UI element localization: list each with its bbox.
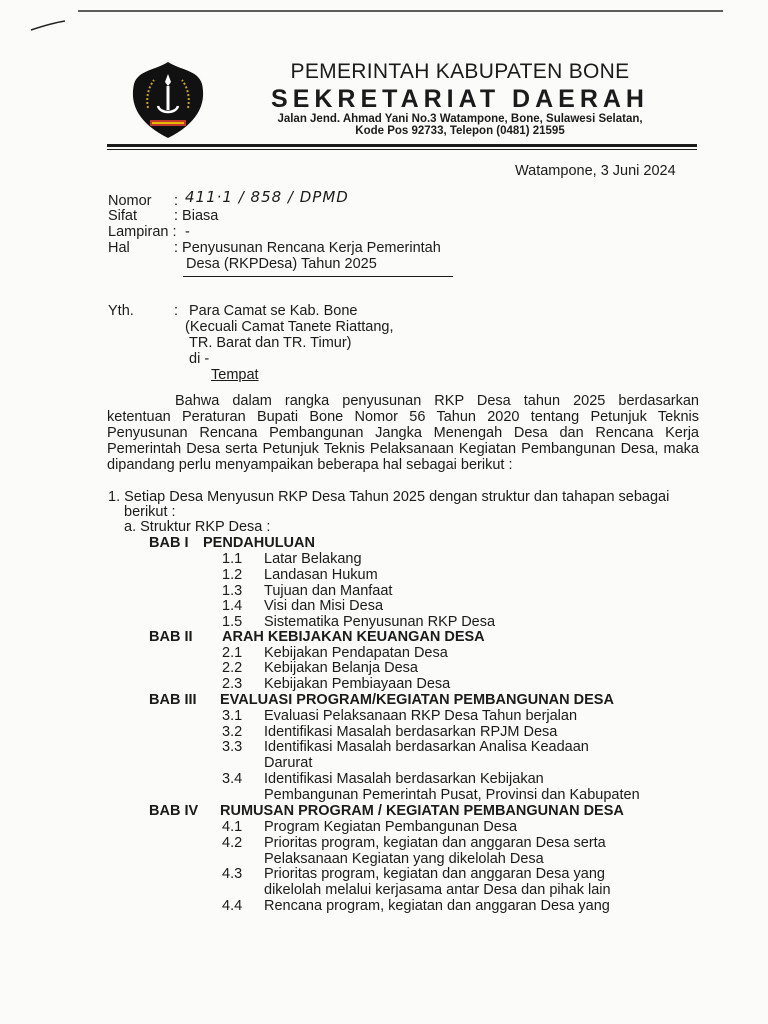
recipient-line3: TR. Barat dan TR. Timur) (189, 335, 352, 351)
chapter-code: BAB IV (149, 803, 199, 819)
chapter-title: EVALUASI PROGRAM/KEGIATAN PEMBANGUNAN DESA (220, 692, 614, 708)
item-text-continuation: dikelolah melalui kerjasama antar Desa dan pihak lain (264, 882, 611, 898)
item-number: 1.4 (222, 598, 243, 614)
bone-regency-emblem-icon (130, 60, 206, 140)
recipient-place: Tempat (211, 367, 259, 383)
nomor-label: Nomor (108, 193, 152, 209)
pen-mark-icon (30, 18, 66, 32)
item-number: 4.3 (222, 866, 243, 882)
chapter-code: BAB II (149, 629, 193, 645)
office-postal-phone: Kode Pos 92733, Telepon (0481) 21595 (355, 125, 565, 137)
item-text-continuation: Pelaksanaan Kegiatan yang dikelolah Desa (264, 851, 544, 867)
item-text: Rencana program, kegiatan dan anggaran Desa yang (264, 898, 610, 914)
item-number: 2.3 (222, 676, 243, 692)
item-number: 3.3 (222, 739, 243, 755)
paragraph-line-3-text: Penyusunan Rencana Pembangunan Jangka Menengah Desa dan Rencana Kerja (107, 425, 699, 441)
hal-value-line1: : Penyusunan Rencana Kerja Pemerintah (174, 240, 441, 256)
item-number: 4.2 (222, 835, 243, 851)
scan-top-line (78, 10, 723, 12)
nomor-value: 411·1 / 858 / DPMD (185, 188, 349, 206)
recipient-line1: Para Camat se Kab. Bone (189, 303, 358, 319)
item-text: Prioritas program, kegiatan dan anggaran Desa serta (264, 835, 606, 851)
item-text-continuation: Darurat (264, 755, 313, 771)
paragraph-line-2 (107, 409, 699, 425)
point-1-line1: 1. Setiap Desa Menyusun RKP Desa Tahun 2025 dengan struktur dan tahapan sebagai (108, 489, 670, 505)
nomor-separator: : (174, 193, 179, 209)
item-text: Visi dan Misi Desa (264, 598, 384, 614)
sifat-value: : Biasa (174, 208, 219, 224)
item-text: Program Kegiatan Pembangunan Desa (264, 819, 518, 835)
hal-underline (183, 276, 453, 277)
chapter-title: PENDAHULUAN (203, 535, 315, 551)
item-number: 4.1 (222, 819, 243, 835)
recipient-label: Yth. (108, 303, 134, 319)
paragraph-line-2-text: ketentuan Peraturan Bupati Bone Nomor 56 Tahun 2020 tentang Petunjuk Teknis (107, 409, 699, 425)
paragraph-line-4-text: Pemerintah Desa serta Petunjuk Teknis Pelaksanaan Kegiatan Pembangunan Desa, maka (107, 441, 699, 457)
letterhead-rule-thin (107, 149, 697, 150)
item-text: Kebijakan Pendapatan Desa (264, 645, 448, 661)
government-name: PEMERINTAH KABUPATEN BONE (290, 60, 630, 83)
paragraph-line-5-text: dipandang perlu menyampaikan beberapa hal sebagai berikut : (107, 457, 513, 473)
item-text: Kebijakan Belanja Desa (264, 660, 418, 676)
item-number: 1.1 (222, 551, 243, 567)
item-text: Identifikasi Masalah berdasarkan Kebijakan (264, 771, 544, 787)
item-text: Evaluasi Pelaksanaan RKP Desa Tahun berjalan (264, 708, 578, 724)
item-number: 1.3 (222, 583, 243, 599)
item-text: Tujuan dan Manfaat (264, 583, 393, 599)
paragraph-line-4 (107, 441, 699, 457)
chapter-title: ARAH KEBIJAKAN KEUANGAN DESA (222, 629, 485, 645)
hal-value-line2: Desa (RKPDesa) Tahun 2025 (186, 256, 377, 272)
item-number: 2.2 (222, 660, 243, 676)
recipient-line4: di - (189, 351, 210, 367)
paragraph-line-5 (107, 457, 699, 473)
office-name: SEKRETARIAT DAERAH (271, 85, 649, 113)
item-number: 1.2 (222, 567, 243, 583)
lampiran-label: Lampiran : (108, 224, 177, 240)
item-number: 4.4 (222, 898, 243, 914)
hal-label: Hal (108, 240, 130, 256)
recipient-line2: (Kecuali Camat Tanete Riattang, (185, 319, 394, 335)
paragraph-line-1 (175, 393, 699, 409)
chapter-code: BAB III (149, 692, 197, 708)
item-text: Identifikasi Masalah berdasarkan Analisa Keadaan (264, 739, 589, 755)
lampiran-value: - (185, 224, 190, 240)
item-number: 3.4 (222, 771, 243, 787)
chapter-title: RUMUSAN PROGRAM / KEGIATAN PEMBANGUNAN DESA (220, 803, 624, 819)
letter-date: Watampone, 3 Juni 2024 (515, 163, 676, 179)
recipient-separator: : (174, 303, 179, 319)
chapter-code: BAB I (149, 535, 189, 551)
paragraph-line-1-text: Bahwa dalam rangka penyusunan RKP Desa tahun 2025 berdasarkan (175, 393, 699, 409)
item-text: Kebijakan Pembiayaan Desa (264, 676, 451, 692)
letterhead-rule-thick (107, 144, 697, 147)
item-number: 3.2 (222, 724, 243, 740)
paragraph-line-3 (107, 425, 699, 441)
item-text: Identifikasi Masalah berdasarkan RPJM Desa (264, 724, 558, 740)
item-text: Sistematika Penyusunan RKP Desa (264, 614, 496, 630)
item-text: Prioritas program, kegiatan dan anggaran Desa yang (264, 866, 605, 882)
office-address: Jalan Jend. Ahmad Yani No.3 Watampone, Bone, Sulawesi Selatan, (277, 113, 643, 125)
item-text-continuation: Pembangunan Pemerintah Pusat, Provinsi dan Kabupaten (264, 787, 640, 803)
point-1a: a. Struktur RKP Desa : (124, 519, 271, 535)
item-number: 3.1 (222, 708, 243, 724)
point-1-line2: berikut : (124, 504, 176, 520)
sifat-label: Sifat (108, 208, 138, 224)
item-text: Latar Belakang (264, 551, 362, 567)
item-text: Landasan Hukum (264, 567, 378, 583)
item-number: 1.5 (222, 614, 243, 630)
item-number: 2.1 (222, 645, 243, 661)
